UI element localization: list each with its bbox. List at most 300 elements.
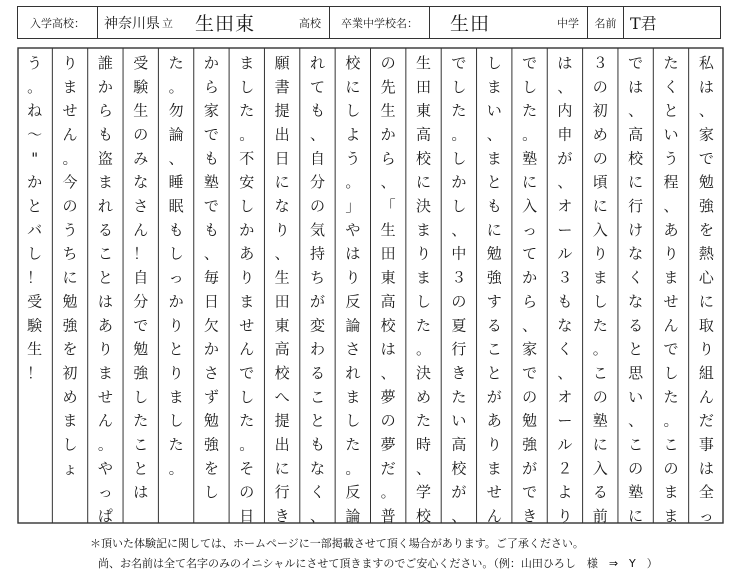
essay-char: し: [239, 387, 255, 406]
essay-char: 〜: [27, 125, 43, 144]
essay-char: 塾: [592, 411, 608, 430]
essay-char: る: [486, 316, 502, 335]
essay-char: 心: [698, 268, 714, 287]
essay-char: バ: [27, 220, 43, 239]
essay-char: ！: [27, 268, 43, 287]
essay-char: 持: [309, 244, 325, 263]
essay-char: ん: [486, 507, 502, 524]
essay-char: ま: [345, 387, 361, 406]
school-cell: [98, 7, 330, 38]
essay-char: と: [133, 459, 149, 478]
essay-column: [522, 54, 538, 524]
essay-char: た: [592, 316, 608, 335]
essay-char: 校: [416, 149, 432, 168]
essay-char: た: [239, 411, 255, 430]
essay-char: せ: [486, 483, 502, 502]
essay-char: で: [133, 316, 149, 335]
essay-column: [204, 54, 220, 501]
essay-char: 組: [698, 363, 714, 382]
essay-char: の: [522, 387, 538, 406]
essay-char: 験: [133, 77, 149, 96]
essay-char: た: [522, 101, 538, 120]
essay-char: り: [592, 244, 608, 263]
essay-char: 、: [557, 77, 573, 96]
essay-char: で: [203, 125, 219, 144]
essay-char: 、: [416, 459, 432, 478]
essay-char: 高: [416, 125, 432, 144]
essay-char: り: [274, 220, 290, 239]
essay-char: 行: [451, 340, 467, 359]
essay-char: あ: [97, 316, 113, 335]
essay-char: か: [168, 292, 184, 311]
essay-char: 睡: [168, 173, 184, 192]
essay-char: と: [486, 363, 502, 382]
essay-char: 普: [380, 507, 396, 524]
essay-char: な: [274, 197, 290, 216]
essay-char: し: [133, 387, 149, 406]
essay-char: か: [239, 220, 255, 239]
essay-char: 田: [274, 292, 290, 311]
essay-char: の: [592, 149, 608, 168]
essay-char: は: [133, 483, 149, 502]
essay-char: 。: [345, 173, 361, 192]
essay-char: 出: [274, 125, 290, 144]
footer-note-publish: ＊頂いた体験記に関しては、ホームページに一部掲載させて頂く場合があります。ご了承ください。: [90, 537, 584, 550]
admission-label: 入学高校：: [30, 16, 85, 30]
school-name: 生田東: [195, 13, 256, 35]
essay-char: で: [698, 149, 714, 168]
essay-char: ね: [27, 101, 43, 120]
essay-char: に: [522, 173, 538, 192]
essay-char: で: [522, 53, 538, 72]
essay-column: [593, 54, 608, 524]
essay-char: を: [62, 340, 78, 359]
essay-char: も: [203, 220, 219, 239]
essay-char: ２: [557, 459, 573, 478]
essay-char: 。: [592, 340, 608, 359]
essay-char: ぱ: [97, 507, 113, 524]
essay-char: 提: [274, 101, 290, 120]
essay-char: ３: [592, 53, 608, 72]
footer-note-initials: 尚、お名前は全て名字のみのイニシャルにさせて頂きますのでご安心ください。（例：山田ひろし 様 ⇒ Y ）: [98, 557, 658, 570]
essay-char: 行: [274, 483, 290, 502]
essay-char: と: [97, 268, 113, 287]
essay-char: ょ: [62, 459, 78, 478]
essay-char: 東: [274, 316, 290, 335]
essay-char: た: [133, 411, 149, 430]
essay-char: さ: [345, 340, 361, 359]
essay-char: 私: [698, 53, 714, 72]
essay-char: し: [345, 101, 361, 120]
essay-char: 家: [203, 101, 219, 120]
essay-char: が: [309, 292, 325, 311]
essay-char: 強: [522, 435, 538, 454]
essay-char: ": [31, 149, 39, 168]
essay-char: 毎: [203, 268, 219, 287]
essay-char: っ: [97, 483, 113, 502]
essay-char: を: [203, 459, 219, 478]
essay-char: へ: [274, 387, 290, 406]
essay-char: と: [168, 340, 184, 359]
essay-char: あ: [239, 244, 255, 263]
essay-char: ま: [416, 268, 432, 287]
essay-char: 勉: [203, 411, 219, 430]
essay-char: が: [522, 459, 538, 478]
essay-char: を: [698, 220, 714, 239]
essay-char: 夢: [380, 387, 396, 406]
essay-char: る: [309, 363, 325, 382]
essay-char: た: [239, 101, 255, 120]
essay-char: ま: [62, 411, 78, 430]
essay-char: 、: [380, 173, 396, 192]
essay-char: し: [203, 483, 219, 502]
essay-char: し: [62, 435, 78, 454]
jhs-label: 卒業中学校名：: [341, 16, 418, 30]
essay-char: う: [27, 53, 43, 72]
essay-char: 気: [309, 220, 325, 239]
essay-char: ち: [62, 244, 78, 263]
essay-char: ３: [451, 268, 467, 287]
essay-char: 行: [628, 197, 644, 216]
essay-char: 初: [62, 363, 78, 382]
essay-char: っ: [522, 220, 538, 239]
essay-char: の: [628, 459, 644, 478]
essay-char: 出: [274, 435, 290, 454]
essay-char: け: [628, 220, 644, 239]
essay-char: た: [663, 387, 679, 406]
essay-char: め: [592, 125, 608, 144]
essay-char: さ: [133, 197, 149, 216]
essay-char: り: [416, 244, 432, 263]
essay-char: 申: [557, 125, 573, 144]
essay-char: 勉: [62, 292, 78, 311]
essay-char: た: [416, 316, 432, 335]
essay-char: や: [345, 220, 361, 239]
essay-char: 、: [557, 173, 573, 192]
essay-char: 勉: [133, 340, 149, 359]
essay-char: り: [168, 363, 184, 382]
essay-char: 高: [628, 125, 644, 144]
essay-char: 塾: [522, 149, 538, 168]
essay-char: 日: [274, 149, 290, 168]
essay-char: 強: [133, 363, 149, 382]
essay-char: り: [62, 53, 78, 72]
essay-char: ー: [557, 220, 573, 239]
essay-char: 熱: [698, 244, 714, 263]
essay-char: た: [663, 53, 679, 72]
essay-char: 勉: [698, 173, 714, 192]
essay-char: が: [486, 387, 502, 406]
essay-char: よ: [557, 483, 573, 502]
essay-char: 、: [451, 220, 467, 239]
essay-char: わ: [309, 340, 325, 359]
essay-char: に: [345, 77, 361, 96]
essay-char: ま: [97, 363, 113, 382]
essay-char: 安: [239, 173, 255, 192]
essay-char: り: [239, 268, 255, 287]
essay-char: た: [345, 435, 361, 454]
essay-char: う: [62, 220, 78, 239]
essay-char: 眠: [168, 197, 184, 216]
essay-char: し: [451, 77, 467, 96]
essay-char: 内: [557, 101, 573, 120]
essay-char: ち: [309, 268, 325, 287]
essay-char: は: [698, 77, 714, 96]
essay-char: せ: [62, 101, 78, 120]
essay-char: し: [168, 244, 184, 263]
essay-char: あ: [486, 411, 502, 430]
essay-char: く: [628, 268, 644, 287]
essay-char: こ: [663, 435, 679, 454]
essay-char: で: [522, 483, 538, 502]
essay-column: [275, 54, 291, 524]
essay-char: き: [451, 363, 467, 382]
essay-char: め: [416, 387, 432, 406]
essay-char: 入: [522, 197, 538, 216]
essay-column: [310, 54, 325, 524]
essay-char: 提: [274, 411, 290, 430]
essay-char: 入: [592, 459, 608, 478]
essay-char: か: [522, 268, 538, 287]
essay-char: ！: [27, 363, 43, 382]
essay-char: ル: [557, 244, 573, 263]
essay-char: ら: [522, 292, 538, 311]
essay-char: 論: [345, 316, 361, 335]
essay-char: ら: [380, 149, 396, 168]
name-label: 名前: [594, 16, 617, 30]
essay-char: は: [97, 292, 113, 311]
essay-column: [26, 54, 42, 382]
essay-char: 、: [663, 197, 679, 216]
essay-char: の: [663, 459, 679, 478]
essay-char: そ: [239, 459, 255, 478]
essay-char: や: [97, 459, 113, 478]
essay-char: 校: [451, 459, 467, 478]
essay-char: 高: [380, 292, 396, 311]
essay-char: と: [663, 101, 679, 120]
essay-char: と: [309, 411, 325, 430]
essay-char: は: [345, 244, 361, 263]
essay-char: な: [133, 173, 149, 192]
essay-char: り: [557, 507, 573, 524]
essay-char: に: [592, 197, 608, 216]
essay-char: の: [380, 411, 396, 430]
student-name: T君: [630, 14, 657, 33]
essay-char: 、: [698, 101, 714, 120]
essay-char: っ: [698, 507, 714, 524]
essay-char: ん: [97, 411, 113, 430]
essay-column: [132, 54, 149, 501]
essay-char: て: [522, 244, 538, 263]
essay-char: 勿: [168, 101, 184, 120]
essay-char: ！: [133, 244, 149, 263]
essay-char: 日: [203, 292, 219, 311]
essay-char: 家: [698, 125, 714, 144]
essay-char: ま: [97, 173, 113, 192]
essay-char: し: [27, 244, 43, 263]
essay-char: 不: [239, 149, 255, 168]
essay-char: れ: [309, 53, 325, 72]
essay-char: 日: [239, 507, 255, 524]
essay-char: こ: [133, 435, 149, 454]
essay-char: 程: [663, 173, 679, 192]
essay-char: 、: [309, 125, 325, 144]
essay-column: [381, 54, 397, 524]
essay-char: 、: [628, 411, 644, 430]
essay-char: 分: [133, 292, 149, 311]
essay-char: す: [486, 292, 502, 311]
essay-char: し: [168, 411, 184, 430]
essay-char: ま: [486, 149, 502, 168]
essay-char: た: [451, 387, 467, 406]
essay-char: き: [522, 507, 538, 524]
essay-char: く: [663, 77, 679, 96]
essay-char: い: [663, 125, 679, 144]
essay-char: た: [168, 53, 184, 72]
essay-char: 田: [380, 244, 396, 263]
essay-char: が: [451, 483, 467, 502]
essay-char: も: [168, 220, 184, 239]
essay-char: ら: [203, 77, 219, 96]
essay-char: 高: [451, 435, 467, 454]
essay-char: こ: [628, 435, 644, 454]
essay-char: と: [486, 173, 502, 192]
essay-char: か: [27, 173, 43, 192]
essay-char: し: [663, 363, 679, 382]
essay-char: 今: [62, 173, 78, 192]
essay-char: は: [380, 340, 396, 359]
essay-column: [416, 54, 432, 524]
essay-char: 決: [416, 363, 432, 382]
essay-char: 生: [133, 101, 149, 120]
essay-char: 反: [345, 292, 361, 311]
essay-char: の: [62, 197, 78, 216]
essay-char: に: [698, 292, 714, 311]
essay-char: 思: [628, 363, 644, 382]
essay-char: 。: [62, 149, 78, 168]
essay-column: [663, 54, 678, 524]
name-label-cell: [588, 7, 624, 38]
essay-char: た: [416, 411, 432, 430]
essay-char: 夢: [380, 435, 396, 454]
essay-char: オ: [557, 197, 573, 216]
essay-char: ま: [239, 53, 255, 72]
essay-char: 変: [309, 316, 325, 335]
essay-column: [557, 54, 572, 524]
essay-char: ー: [557, 411, 573, 430]
essay-char: 全: [698, 483, 714, 502]
essay-char: 。: [239, 125, 255, 144]
essay-char: に: [486, 220, 502, 239]
essay-char: 自: [309, 149, 325, 168]
essay-char: も: [203, 149, 219, 168]
essay-char: 、: [486, 125, 502, 144]
essay-char: し: [345, 411, 361, 430]
essay-char: 「: [380, 197, 396, 216]
essay-char: い: [451, 411, 467, 430]
essay-char: 田: [416, 77, 432, 96]
essay-char: っ: [168, 268, 184, 287]
essay-char: に: [592, 435, 608, 454]
essay-char: ま: [663, 483, 679, 502]
essay-char: 論: [345, 507, 361, 524]
essay-char: ３: [557, 268, 573, 287]
essay-char: 。: [97, 435, 113, 454]
essay-char: あ: [663, 220, 679, 239]
essay-char: も: [97, 125, 113, 144]
essay-char: れ: [97, 197, 113, 216]
essay-char: な: [309, 459, 325, 478]
essay-char: ん: [698, 387, 714, 406]
essay-char: 校: [380, 316, 396, 335]
essay-char: 生: [27, 340, 43, 359]
essay-column: [169, 54, 184, 477]
essay-char: 先: [380, 77, 396, 96]
essay-char: 家: [522, 340, 538, 359]
essay-column: [699, 54, 715, 524]
manuscript-sheet: [17, 47, 724, 524]
essay-char: 初: [592, 101, 608, 120]
essay-char: 勉: [486, 244, 502, 263]
essay-char: く: [557, 340, 573, 359]
essay-char: か: [380, 125, 396, 144]
essay-char: に: [62, 268, 78, 287]
essay-char: る: [628, 316, 644, 335]
essay-char: し: [592, 292, 608, 311]
essay-char: 入: [592, 220, 608, 239]
essay-char: う: [345, 149, 361, 168]
essay-char: も: [557, 292, 573, 311]
essay-char: 、: [522, 316, 538, 335]
essay-column: [451, 54, 467, 524]
essay-char: と: [27, 197, 43, 216]
essay-char: 、: [274, 244, 290, 263]
admission-label-cell: [18, 7, 98, 38]
essay-char: み: [133, 149, 149, 168]
essay-char: め: [62, 387, 78, 406]
manuscript-grid: [17, 47, 724, 524]
header-bar: [17, 6, 721, 39]
essay-char: 受: [27, 292, 43, 311]
essay-char: し: [486, 53, 502, 72]
essay-char: か: [97, 77, 113, 96]
essay-char: し: [451, 197, 467, 216]
essay-char: で: [628, 53, 644, 72]
essay-char: た: [451, 101, 467, 120]
essay-char: 。: [451, 125, 467, 144]
essay-char: 生: [416, 53, 432, 72]
essay-char: 校: [416, 507, 432, 524]
essay-char: 。: [27, 77, 43, 96]
essay-char: 。: [380, 483, 396, 502]
prefecture-suffix: 立: [162, 16, 173, 30]
essay-char: り: [97, 340, 113, 359]
jhs-cell: [430, 7, 588, 38]
essay-char: 。: [168, 77, 184, 96]
jhs-name: 生田: [450, 13, 491, 35]
essay-char: 強: [62, 316, 78, 335]
essay-char: 。: [168, 459, 184, 478]
essay-char: 験: [27, 316, 43, 335]
essay-char: だ: [380, 459, 396, 478]
essay-char: オ: [557, 387, 573, 406]
essay-char: 、: [451, 507, 467, 524]
essay-char: り: [486, 435, 502, 454]
essay-char: 中: [451, 244, 467, 263]
essay-char: こ: [592, 363, 608, 382]
essay-char: で: [239, 363, 255, 382]
essay-char: 、: [309, 507, 325, 524]
